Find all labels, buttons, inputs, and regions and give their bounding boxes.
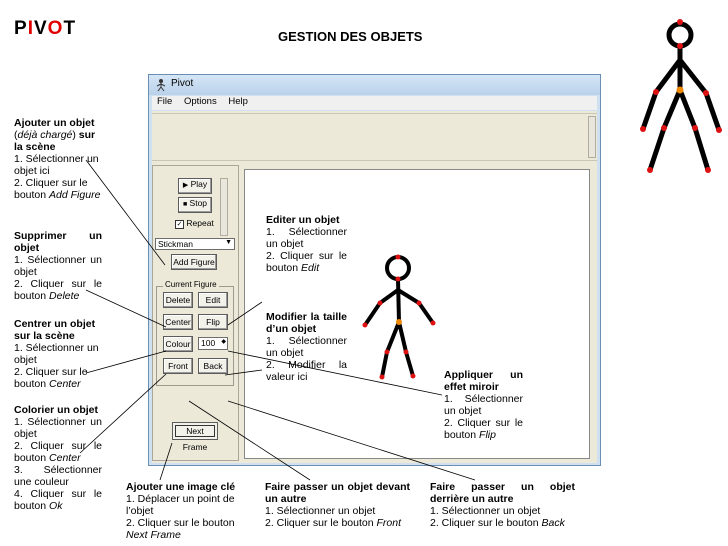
chevron-down-icon: ▼ bbox=[225, 239, 232, 246]
note-center-object: Centrer un objet sur la scène 1. Sélectionner un objet 2. Cliquer sur le bouton Center bbox=[14, 318, 99, 390]
menu-file[interactable]: File bbox=[157, 96, 173, 107]
note-keyframe: Ajouter une image clé 1. Déplacer un point de l’objet 2. Cliquer sur le bouton Next Frame bbox=[126, 481, 236, 541]
spin-icon: ◆ bbox=[221, 339, 226, 345]
figure-select[interactable]: Stickman ▼ bbox=[155, 238, 235, 250]
back-button[interactable]: Back bbox=[198, 358, 228, 374]
menu-help[interactable]: Help bbox=[228, 96, 248, 107]
note-bring-front: Faire passer un objet devant un autre 1. Sélectionner un objet 2. Cliquer sur le bouton Front bbox=[265, 481, 410, 529]
front-button[interactable]: Front bbox=[163, 358, 193, 374]
menu-options[interactable]: Options bbox=[183, 96, 217, 107]
page-title: GESTION DES OBJETS bbox=[278, 29, 423, 44]
canvas-stickman[interactable] bbox=[363, 255, 436, 380]
note-color-object: Colorier un objet 1. Sélectionner un objet 2. Cliquer sur le bouton Center 3. Sélectionner une couleur 4. Cliquer sur le bouton Ok bbox=[14, 404, 102, 512]
delete-button[interactable]: Delete bbox=[163, 292, 193, 308]
stop-button[interactable]: ■ Stop bbox=[178, 197, 212, 213]
stop-icon: ■ bbox=[182, 201, 188, 208]
note-send-back: Faire passer un objet derrière un autre 1. Sélectionner un objet 2. Cliquer sur le bouton Back bbox=[430, 481, 575, 529]
add-figure-button[interactable]: Add Figure bbox=[171, 254, 217, 270]
checkbox-check-icon: ✓ bbox=[176, 221, 183, 228]
window-title: Pivot bbox=[171, 78, 194, 89]
size-input[interactable]: 100 ◆ bbox=[198, 337, 228, 350]
repeat-checkbox[interactable]: ✓ Repeat bbox=[176, 218, 214, 228]
play-icon: ▶ bbox=[182, 182, 189, 189]
pivot-logo: PIVOT bbox=[14, 18, 77, 39]
note-delete-object: Supprimer un objet 1. Sélectionner un objet 2. Cliquer sur le bouton Delete bbox=[14, 230, 102, 302]
edit-button[interactable]: Edit bbox=[198, 292, 228, 308]
note-flip-object: Appliquer un effet miroir 1. Sélectionner un objet 2. Cliquer sur le bouton Flip bbox=[444, 369, 523, 441]
play-button[interactable]: ▶ Play bbox=[178, 178, 212, 194]
current-figure-label: Current Figure bbox=[165, 280, 217, 289]
note-add-object: Ajouter un objet (déjà chargé) sur la scène 1. Sélectionner un objet ici 2. Cliquer sur le bouton Add Figure bbox=[14, 117, 101, 201]
flip-button[interactable]: Flip bbox=[198, 314, 228, 330]
center-button[interactable]: Center bbox=[163, 314, 193, 330]
note-edit-object: Editer un objet 1. Sélectionner un objet 2. Cliquer sur le bouton Edit bbox=[266, 214, 347, 274]
colour-button[interactable]: Colour bbox=[163, 336, 193, 352]
note-resize-object: Modifier la taille d’un objet 1. Sélectionner un objet 2. Modifier la valeur ici bbox=[266, 311, 347, 383]
next-frame-button[interactable]: Next Frame bbox=[172, 422, 218, 440]
